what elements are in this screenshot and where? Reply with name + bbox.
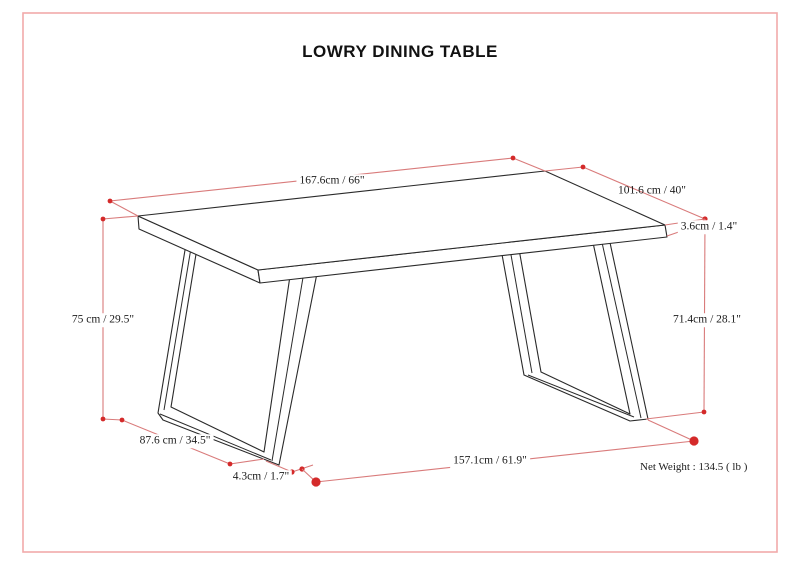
dim-label-top-depth: 101.6 cm / 40" <box>618 184 686 197</box>
dim-label-base-length: 157.1cm / 61.9" <box>450 454 530 468</box>
dim-label-top-length: 167.6cm / 66" <box>296 174 367 188</box>
dim-label-leg-span: 87.6 cm / 34.5" <box>137 434 214 448</box>
table-leg-right <box>499 238 648 421</box>
net-weight-label: Net Weight : 134.5 ( lb ) <box>640 461 748 473</box>
dim-label-top-thickness: 3.6cm / 1.4" <box>678 220 740 234</box>
dim-label-leg-thickness: 4.3cm / 1.7" <box>230 470 292 484</box>
page-title: LOWRY DINING TABLE <box>302 42 498 61</box>
dim-label-leg-height: 71.4cm / 28.1" <box>670 313 744 327</box>
dim-label-overall-height: 75 cm / 29.5" <box>69 313 137 327</box>
